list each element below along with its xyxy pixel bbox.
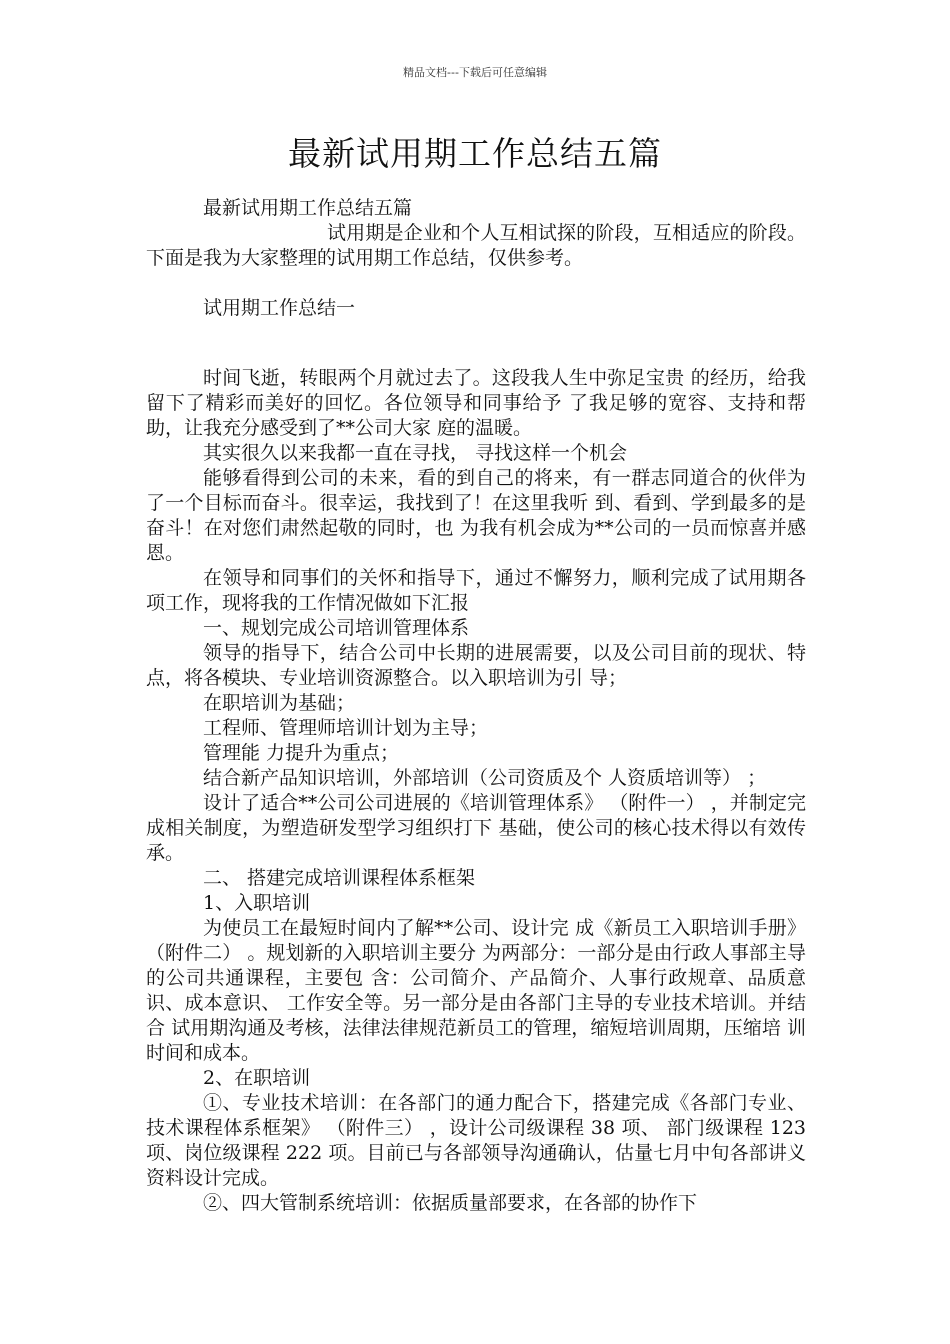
page-header: 精品文档---下载后可任意编辑 xyxy=(403,66,547,79)
paragraph: 工程师、管理师培训计划为主导； xyxy=(203,717,489,739)
paragraph: 在职培训为基础； xyxy=(203,692,356,714)
paragraph: 能够看得到公司的未来，看的到自己的将来，有一群志同道合的伙伴为了一个目标而奋斗。很幸运，我找到了！在这里我听 到、看到、学到最多的是奋斗！在对您们肃然起敬的同时，也 为我有机会成为**公司的一员而惊喜并感恩。 xyxy=(146,467,806,564)
paragraph: 管理能 力提升为重点； xyxy=(203,742,400,764)
document-body xyxy=(146,196,806,1216)
paragraph: 结合新产品知识培训，外部培训（公司资质及个 人资质培训等） ； xyxy=(203,767,767,789)
paragraph: 最新试用期工作总结五篇 xyxy=(203,197,413,219)
paragraph: 其实很久以来我都一直在寻找， 寻找这样一个机会 xyxy=(203,442,628,464)
section-heading: 试用期工作总结一 xyxy=(203,297,356,319)
subsection-heading: 1、入职培训 xyxy=(203,892,311,914)
paragraph: 领导的指导下，结合公司中长期的进展需要，以及公司目前的现状、特点，将各模块、专业培训资源整合。以入职培训为引 导； xyxy=(146,642,806,689)
document-title: 最新试用期工作总结五篇 xyxy=(288,134,662,173)
paragraph: 试用期是企业和个人互相试探的阶段，互相适应的阶段。下面是我为大家整理的试用期工作总结，仅供参考。 xyxy=(146,222,806,269)
paragraph: 设计了适合**公司公司进展的《培训管理体系》 （附件一） ，并制定完成相关制度，为塑造研发型学习组织打下 基础，使公司的核心技术得以有效传承。 xyxy=(146,792,806,864)
paragraph: ①、专业技术培训：在各部门的通力配合下，搭建完成《各部门专业、技术课程体系框架》 （附件三） ，设计公司级课程 38 项、 部门级课程 123 项、岗位级课程 222 项。目前已与各部领导沟通确认，估量七月中旬各部讲义资料设计完成。 xyxy=(146,1092,806,1189)
paragraph: 为使员工在最短时间内了解**公司、设计完 成《新员工入职培训手册》 （附件二） 。规划新的入职培训主要分 为两部分：一部分是由行政人事部主导的公司共通课程，主要包 含：公司简介、产品简介、人事行政规章、品质意识、成本意识、 工作安全等。另一部分是由各部门主导的专业技术培训。并结合 试用期沟通及考核，法律法律规范新员工的管理，缩短培训周期，压缩培 训时间和成本。 xyxy=(146,917,806,1064)
subsection-heading: 2、在职培训 xyxy=(203,1067,311,1089)
paragraph: 在领导和同事们的关怀和指导下，通过不懈努力，顺利完成了试用期各项工作，现将我的工作情况做如下汇报 xyxy=(146,567,806,614)
paragraph: ②、四大管制系统培训：依据质量部要求，在各部的协作下 xyxy=(203,1192,698,1214)
section-heading: 二、 搭建完成培训课程体系框架 xyxy=(203,867,476,889)
paragraph: 时间飞逝，转眼两个月就过去了。这段我人生中弥足宝贵 的经历，给我留下了精彩而美好的回忆。各位领导和同事给予 了我足够的宽容、支持和帮助，让我充分感受到了**公司大家 庭的温暖。 xyxy=(146,367,806,439)
section-heading: 一、规划完成公司培训管理体系 xyxy=(203,617,470,639)
